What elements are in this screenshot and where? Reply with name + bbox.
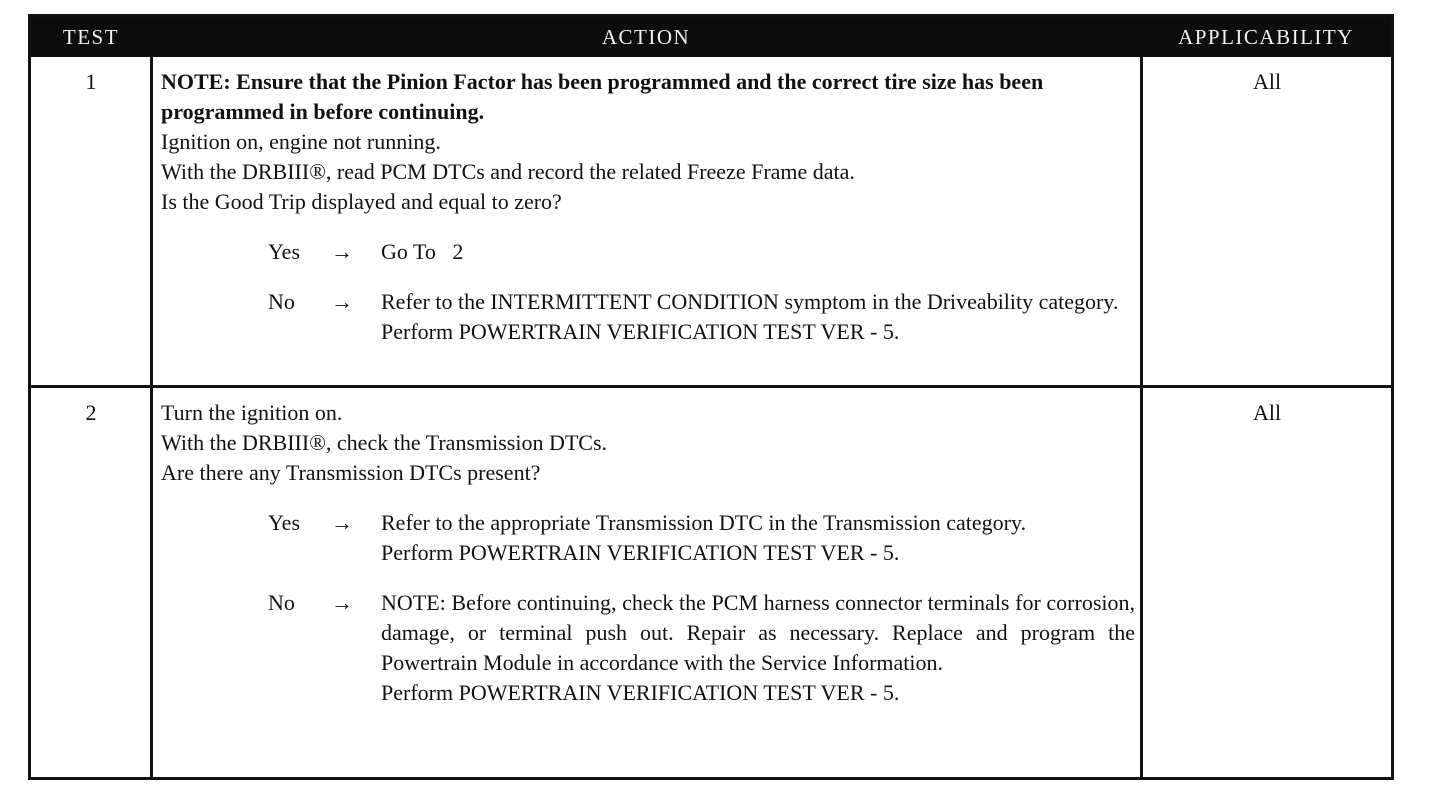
no-label: No (268, 289, 295, 314)
arrow-icon: → (331, 590, 353, 615)
no-branch (161, 287, 1135, 347)
arrow-icon: → (331, 239, 353, 264)
action-cell-1 (161, 67, 1135, 347)
action-line: Are there any Transmission DTCs present? (161, 460, 541, 485)
arrow-icon: → (331, 289, 353, 314)
yes-branch (161, 237, 1135, 267)
yes-label: Yes (268, 239, 301, 264)
action-line: With the DRBIII®, check the Transmission DTCs. (161, 430, 608, 455)
yes-action: Refer to the appropriate Transmission DTC in the Transmission category. (381, 510, 1027, 535)
row-divider (31, 385, 1391, 388)
yes-action: Perform POWERTRAIN VERIFICATION TEST VER - 5. (381, 540, 900, 565)
arrow-icon: → (331, 510, 353, 535)
yes-branch (161, 508, 1135, 568)
action-line: Is the Good Trip displayed and equal to zero? (161, 189, 562, 214)
applicability-1: All (1252, 69, 1282, 94)
test-number-1: 1 (85, 69, 97, 94)
no-action: Perform POWERTRAIN VERIFICATION TEST VER - 5. (381, 319, 900, 344)
header-applicability: APPLICABILITY (1178, 25, 1354, 49)
no-action: Perform POWERTRAIN VERIFICATION TEST VER - 5. (381, 680, 900, 705)
no-action: NOTE: Before continuing, check the PCM harness connector terminals for corrosion, damage, or terminal push out. Repair as necessary. Replace and program the Powertrain Module in accordance with the Service Information. (381, 590, 1135, 675)
action-note: NOTE: Ensure that the Pinion Factor has been programmed and the correct tire size has been programmed in before continuing. (161, 69, 1044, 124)
table-header (31, 17, 1391, 57)
header-test: TEST (62, 25, 120, 49)
action-line: With the DRBIII®, read PCM DTCs and record the related Freeze Frame data. (161, 159, 855, 184)
test-number-2: 2 (85, 400, 97, 425)
header-action: ACTION (601, 25, 691, 49)
action-line: Ignition on, engine not running. (161, 129, 441, 154)
no-action: Refer to the INTERMITTENT CONDITION symptom in the Driveability category. (381, 289, 1119, 314)
yes-label: Yes (268, 510, 301, 535)
applicability-2: All (1252, 400, 1282, 425)
no-label: No (268, 590, 295, 615)
diagnostic-test-table (28, 14, 1394, 780)
no-branch (161, 588, 1135, 708)
yes-action: Go To 2 (381, 239, 464, 264)
action-line: Turn the ignition on. (161, 400, 343, 425)
action-cell-2 (161, 398, 1135, 708)
